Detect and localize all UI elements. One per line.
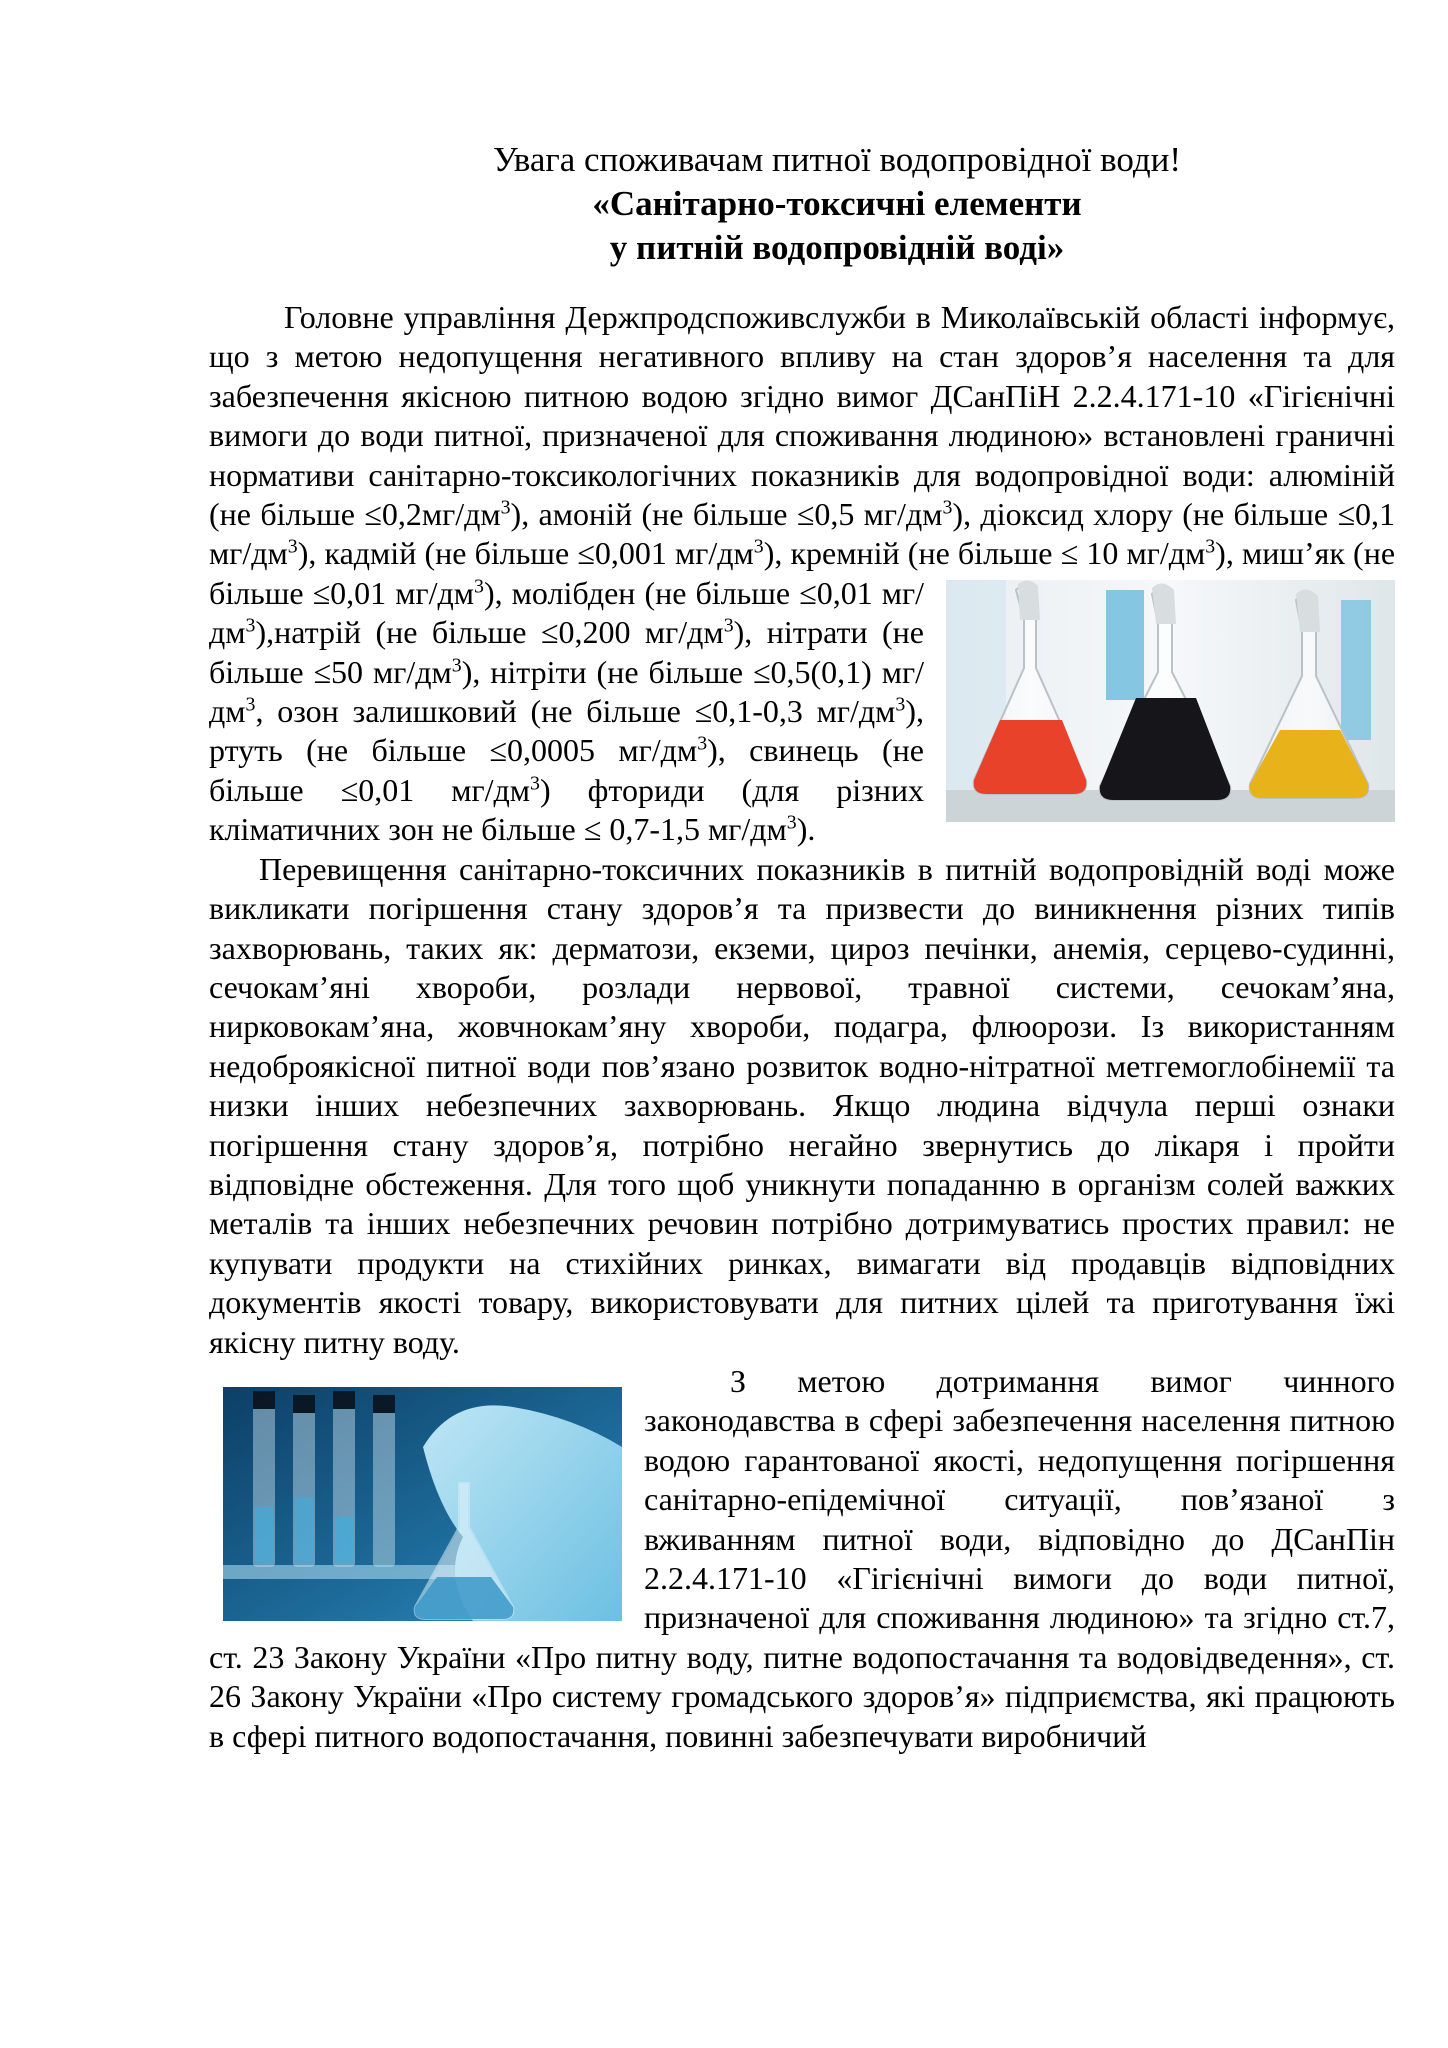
text-run: ), ртуть (не більше ≤0,0005 мг/дм	[209, 693, 924, 769]
text-run: ), молібден (не більше ≤0,01 мг/дм	[209, 574, 925, 651]
paragraph-norms	[209, 298, 1395, 850]
superscript: 3	[723, 614, 734, 637]
text-run: Головне управління Держпродспоживслужби в Миколаївській області інформує, що з метою недопущення негативного впливу на стан здоров’я населення та для забезпечення якісною питною водою згідно вимог ДСанПіН 2.2.4.171-10 «Гігієнічні вимоги до води питної, призначеної для споживання людиною» встановлені граничні нормативи санітарно-токсикологічних показників для водопровідної води: алюміній (не більше ≤0,2мг/дм	[209, 299, 1395, 533]
lab-glove-illustration	[223, 1387, 622, 1621]
superscript: 3	[895, 693, 906, 716]
superscript: 3	[530, 772, 540, 795]
text-run: ), кадмій (не більше ≤0,001 мг/дм	[297, 535, 754, 572]
superscript: 3	[753, 535, 764, 558]
flasks-photo	[946, 580, 1395, 822]
superscript: 3	[942, 496, 953, 519]
superscript: 3	[245, 693, 256, 716]
text-run: ), миш’як (не більше ≤0,01 мг/дм	[209, 535, 1396, 611]
text-run: ),натрій (не більше ≤0,200 мг/дм	[255, 614, 724, 651]
superscript: 3	[697, 732, 708, 755]
text-run: ), нітріти (не більше ≤0,5(0,1) мг/дм	[209, 653, 925, 730]
flasks-illustration	[946, 580, 1395, 822]
text-run: ), діоксид хлору (не більше ≤0,1 мг/дм	[209, 496, 1396, 572]
superscript: 3	[474, 575, 484, 598]
text-run: ).	[796, 811, 816, 848]
superscript: 3	[287, 535, 298, 558]
text-run: ), свинець (не більше ≤0,01 мг/дм	[209, 732, 925, 808]
article-title-line1: «Санітарно-токсичні елементи	[592, 184, 1082, 223]
superscript: 3	[451, 654, 462, 676]
notice-heading: Увага споживачам питної водопровідної води!	[492, 140, 1182, 179]
text-run: ), кремній (не більше ≤ 10 мг/дм	[763, 535, 1206, 572]
title-block	[279, 138, 1395, 270]
lab-photo	[223, 1387, 622, 1621]
text-run: ), амоній (не більше ≤0,5 мг/дм	[510, 496, 943, 533]
text-run: , озон залишковий (не більше ≤0,1-0,3 мг/дм	[255, 693, 896, 730]
paragraph-health-risks: Перевищення санітарно-токсичних показників в питній водопровідній воді може викликати погіршення стану здоров’я та призвести до виникнення різних типів захворювань, таких як: дерматози, екземи, цироз печінки, анемія, серцево-судинні, сечокам’яні хвороби, розлади нервової, травної системи, сечокам’яна, нирковокам’яна, жовчнокам’яну хвороби, подагра, флюорози. Із використанням недоброякісної питної води пов’язано розвиток водно-нітратної метгемоглобінемії та низки інших небезпечних захворювань. Якщо людина відчула перші ознаки погіршення стану здоров’я, потрібно негайно звернутись до лікаря і пройти відповідне обстеження. Для того щоб уникнути попаданню в організм солей важких металів та інших небезпечних речовин потрібно дотримуватись простих правил: не купувати продукти на стихійних ринках, вимагати від продавців відповідних документів якості товару, використовувати для питних цілей та приготування їжі якісну питну воду.	[209, 850, 1395, 1360]
superscript: 3	[245, 614, 256, 637]
superscript: 3	[500, 496, 511, 519]
paragraph-legislation	[209, 1362, 1395, 1756]
text-run: З метою дотримання вимог чинного законодавства в сфері забезпечення населення питною водою гарантованої якості, недопущення погіршення санітарно-епідемічної ситуації, пов’язаної з вживанням питної води, відповідно до ДСанПін 2.2.4.171-10 «Гігієнічні вимоги до води питної, призначеної для споживання людиною» та згідно ст.7, ст. 23 Закону України «Про питну воду, питне водопостачання та водовідведення», ст. 26 Закону України «Про систему громадського здоров’я» підприємства, які працюють в сфері питного водопостачання, повинні забезпечувати виробничий	[209, 1362, 1395, 1754]
document-body	[209, 138, 1395, 1756]
superscript: 3	[1205, 535, 1216, 558]
text-run: ) фториди (для різних кліматичних зон не більше ≤ 0,7-1,5 мг/дм	[209, 771, 925, 848]
superscript: 3	[786, 811, 797, 834]
text-run: ), нітрати (не більше ≤50 мг/дм	[209, 614, 925, 690]
article-title-line2: у питній водопровідній воді»	[609, 228, 1065, 267]
